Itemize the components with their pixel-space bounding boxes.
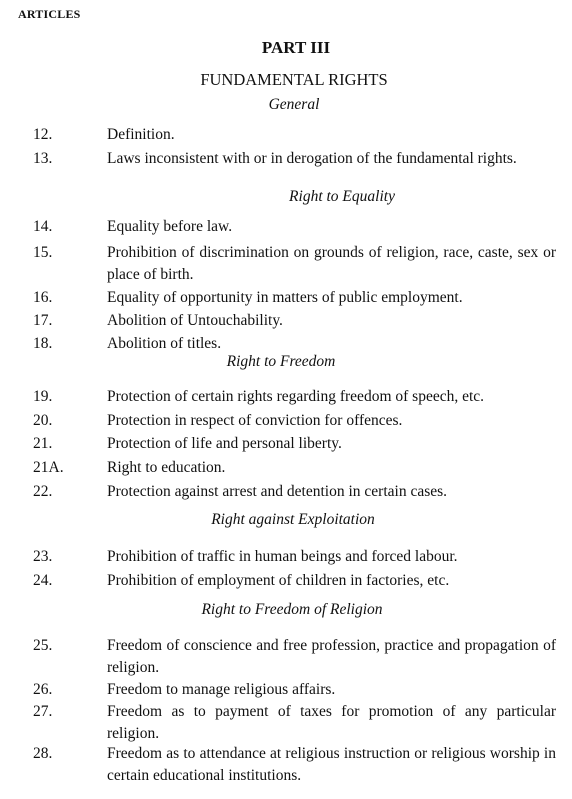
article-title: Equality before law. (107, 218, 233, 235)
article-title: Prohibition of discrimination on grounds of religion, race, caste, sex or place of birth. (107, 244, 556, 283)
article-title: Prohibition of employment of children in factories, etc. (107, 572, 450, 589)
article-title: Freedom of conscience and free profession, practice and propagation of religion. (107, 637, 556, 676)
article-title: Abolition of titles. (107, 335, 222, 352)
article-title: Freedom to manage religious affairs. (107, 681, 336, 698)
section-heading-freedom: Right to Freedom (226, 353, 336, 370)
part-subtitle: FUNDAMENTAL RIGHTS (200, 70, 388, 89)
article-number: 22. (33, 483, 53, 500)
article-number: 25. (33, 637, 53, 654)
article-title: Prohibition of traffic in human beings and forced labour. (107, 548, 458, 565)
article-title: Equality of opportunity in matters of public employment. (107, 289, 463, 306)
section-heading-exploitation: Right against Exploitation (211, 511, 375, 528)
section-heading-religion: Right to Freedom of Religion (201, 601, 383, 618)
article-number: 23. (33, 548, 53, 565)
article-number: 18. (33, 335, 53, 352)
article-number: 21A. (33, 459, 64, 476)
article-number: 12. (33, 126, 53, 143)
article-number: 26. (33, 681, 53, 698)
article-title: Protection against arrest and detention in certain cases. (107, 483, 448, 500)
article-title: Freedom as to payment of taxes for promotion of any particular religion. (107, 703, 556, 742)
article-title: Protection of life and personal liberty. (107, 435, 342, 452)
article-number: 16. (33, 289, 53, 306)
article-number: 27. (33, 703, 53, 720)
article-number: 14. (33, 218, 53, 235)
article-title: Protection of certain rights regarding freedom of speech, etc. (107, 388, 485, 405)
article-title: Right to education. (107, 459, 226, 476)
article-number: 20. (33, 412, 53, 429)
section-heading-general: General (268, 96, 320, 113)
page-header: ARTICLES (18, 7, 81, 21)
article-number: 17. (33, 312, 53, 329)
article-title: Freedom as to attendance at religious instruction or religious worship in certain educational institutions. (107, 745, 556, 784)
article-title: Definition. (107, 126, 175, 143)
article-number: 21. (33, 435, 53, 452)
article-number: 19. (33, 388, 53, 405)
article-title: Abolition of Untouchability. (107, 312, 283, 329)
part-title: PART III (261, 38, 331, 57)
article-title: Laws inconsistent with or in derogation of the fundamental rights. (107, 150, 517, 167)
article-number: 24. (33, 572, 53, 589)
article-number: 15. (33, 244, 53, 261)
article-number: 28. (33, 745, 53, 762)
article-number: 13. (33, 150, 53, 167)
section-heading-equality: Right to Equality (289, 188, 395, 205)
article-title: Protection in respect of conviction for offences. (107, 412, 403, 429)
